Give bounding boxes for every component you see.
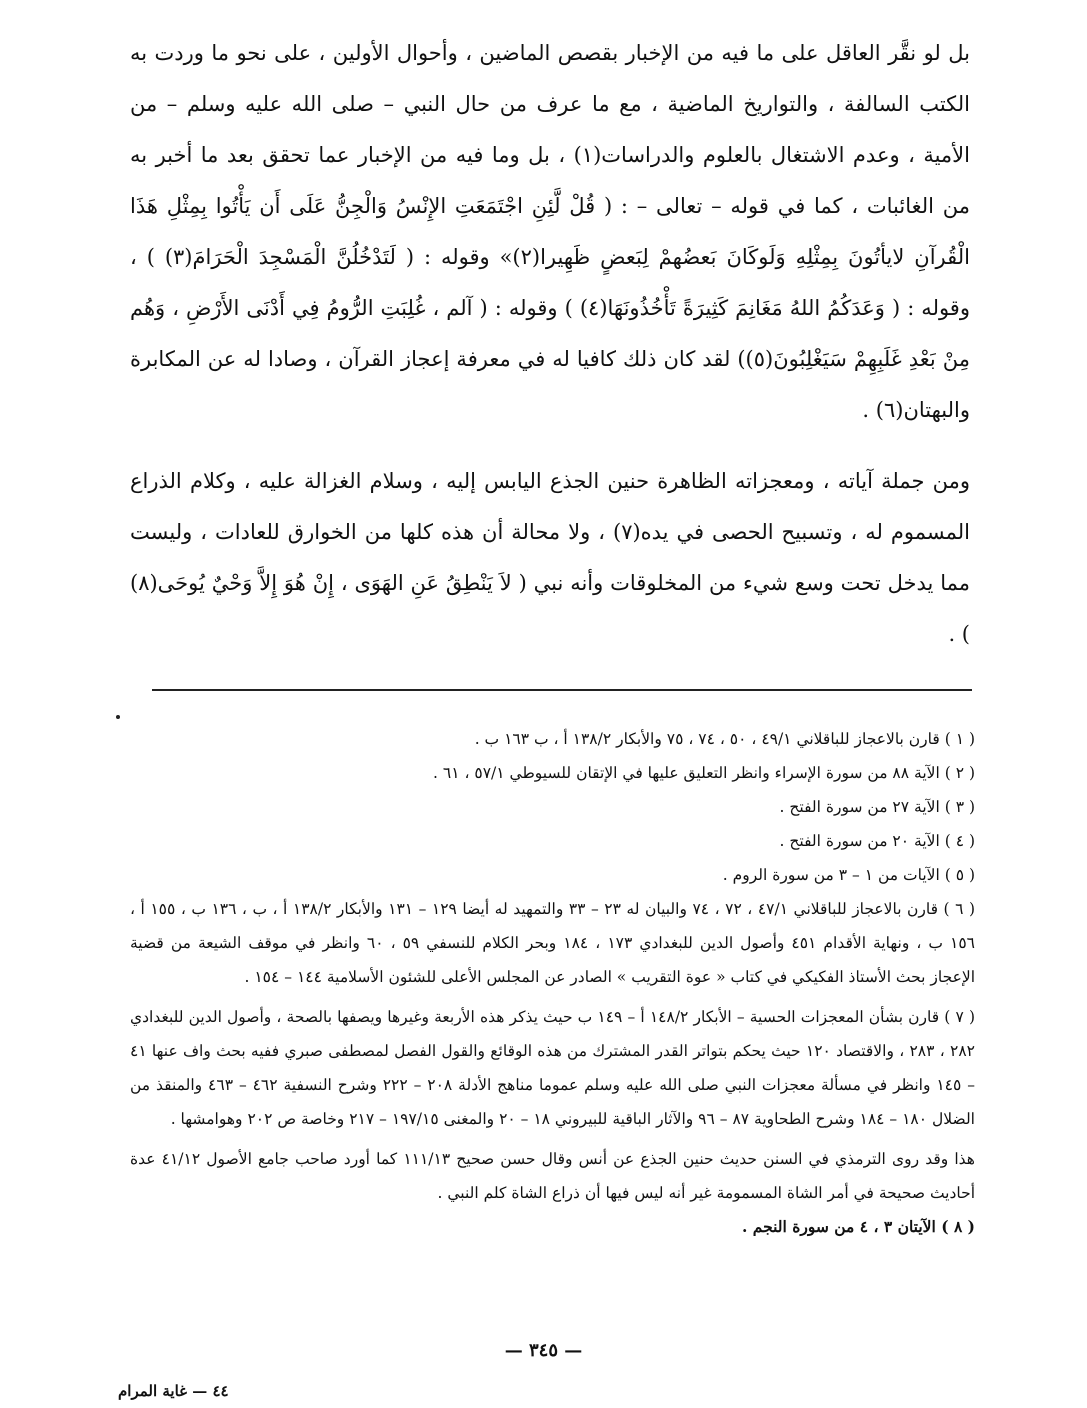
footnote: ( ٢ ) الآية ٨٨ من سورة الإسراء وانظر التعليق عليها في الإتقان للسيوطي ٥٧/١ ، ٦١ . (433, 764, 975, 782)
page-number: — ٣٤٥ — (504, 1340, 583, 1361)
footnote: ( ٦ ) قارن بالاعجاز للباقلاني ٤٧/١ ، ٧٢ ، ٧٤ والبيان له ٢٣ – ٣٣ والتمهيد له أيضا ١٢٩ – ١٣١ والأبكار ١٣٨/٢ أ ، ب ، ١٣٦ ب ، ١٥٥ أ ، ١٥٦ ب ، ونهاية الأقدام ٤٥١ وأصول الدين للبغدادي ١٧٣ ، ١٨٤ وبحر الكلام للنسفي ٥٩ ، ٦٠ وانظر في موقف الشيعة من قضية الإعجاز بحث الأستاذ الفكيكي في كتاب « عوة التقريب » الصادر عن المجلس الأعلى للشئون الأسلامية ١٤٤ – ١٥٤ . (130, 900, 975, 986)
footnote: هذا وقد روى الترمذي في السنن حديث حنين الجذع عن أنس وقال حسن صحيح ١١١/١٣ كما أورد صاحب جامع الأصول ٤١/١٢ عدة أحاديث صحيحة في أمر الشاة المسمومة غير أنه ليس فيها أن ذراع الشاة كلم النبي . (130, 1150, 975, 1202)
main-paragraph: ومن جملة آياته ، ومعجزاته الظاهرة حنين الجذع اليابس إليه ، وسلام الغزالة عليه ، وكلام الذراع المسموم له ، وتسبيح الحصى في يده(٧) ، ولا محالة أن هذه كلها من الخوارق للعادات ، وليست مما يدخل تحت وسع شيء من المخلوقات وأنه نبي ( لاَ يَنْطِقُ عَنِ الهَوَى ، إِنْ هُوَ إِلاَّ وَحْيٌ يُوحَى(٨) ) . (130, 469, 970, 646)
footnote: ( ٨ ) الآيتان ٣ ، ٤ من سورة النجم . (742, 1217, 975, 1236)
signature-mark: ٤٤ — غاية المرام (118, 1382, 229, 1400)
main-text (130, 28, 970, 660)
footnote: ( ٥ ) الآيات من ١ – ٣ من سورة الروم . (722, 866, 975, 884)
footnote: ( ٣ ) الآية ٢٧ من سورة الفتح . (779, 798, 975, 816)
footnote-separator (152, 689, 972, 691)
footnote: ( ١ ) قارن بالاعجاز للباقلاني ٤٩/١ ، ٥٠ ، ٧٤ ، ٧٥ والأبكار ١٣٨/٢ أ ، ب ١٦٣ ب . (474, 730, 975, 748)
margin-mark (116, 715, 120, 719)
footnote: ( ٤ ) الآية ٢٠ من سورة الفتح . (779, 832, 975, 850)
main-paragraph: بل لو نقَّر العاقل على ما فيه من الإخبار بقصص الماضين ، وأحوال الأولين ، على نحو ما وردت به الكتب السالفة ، والتواريخ الماضية ، مع ما عرف من حال النبي – صلى الله عليه وسلم – من الأمية ، وعدم الاشتغال بالعلوم والدراسات(١) ، بل وما فيه من الإخبار عما تحقق بعد ما أخبر به من الغائبات ، كما في قوله – تعالى – : ( قُلْ لَّئِنِ اجْتَمَعَتِ الإِنْسُ وَالْجِنُّ عَلَى أَن يَأْتُوا بِمِثْلِ هَذَا الْقُرآنِ لايأتُونَ بِمِثْلِهِ وَلَوكَانَ بَعضُهمْ لِبَعضٍ ظَهِيرا(٢)» وقوله : ( لَتَدْخُلُنَّ الْمَسْجِدَ الْحَرَامَ(٣) ) ، وقوله : ( وَعَدَكُمُ اللهُ مَغَانِمَ كَثِيرَةً تَأْخُذُونَهَا(٤) ) وقوله : ( آلم ، غُلِبَتِ الرُّومُ فِي أَدْنَى الأَرْضِ ، وَهُم مِنْ بَعْدِ غَلَبِهِمْ سَيَغْلِبُونَ(٥)) لقد كان ذلك كافيا له في معرفة إعجاز القرآن ، وصادا له عن المكابرة والبهتان(٦) . (130, 41, 970, 422)
footnote: ( ٧ ) قارن بشأن المعجزات الحسية – الأبكار ١٤٨/٢ أ – ١٤٩ ب حيث يذكر هذه الأربعة وغيرها ويصفها بالصحة ، وأصول الدين للبغدادي ٢٨٢ ، ٢٨٣ ، والاقتصاد ١٢٠ حيث يحكم بتواتر القدر المشترك من هذه الوقائع والقول الفصل لمصطفى صبري ففيه بحث واف عنها ٤١ – ١٤٥ وانظر في مسألة معجزات النبي صلى الله عليه وسلم عموما مناهج الأدلة ٢٠٨ – ٢٢٢ وشرح النسفية ٤٦٢ – ٤٦٣ والمنقذ من الضلال ١٨٠ – ١٨٤ وشرح الطحاوية ٨٧ – ٩٦ والآثار الباقية للبيروني ١٨ – ٢٠ والمغنى ١٩٧/١٥ – ٢١٧ وخاصة ص ٢٠٢ وهوامشها . (130, 1008, 976, 1128)
footnotes (130, 722, 975, 1244)
